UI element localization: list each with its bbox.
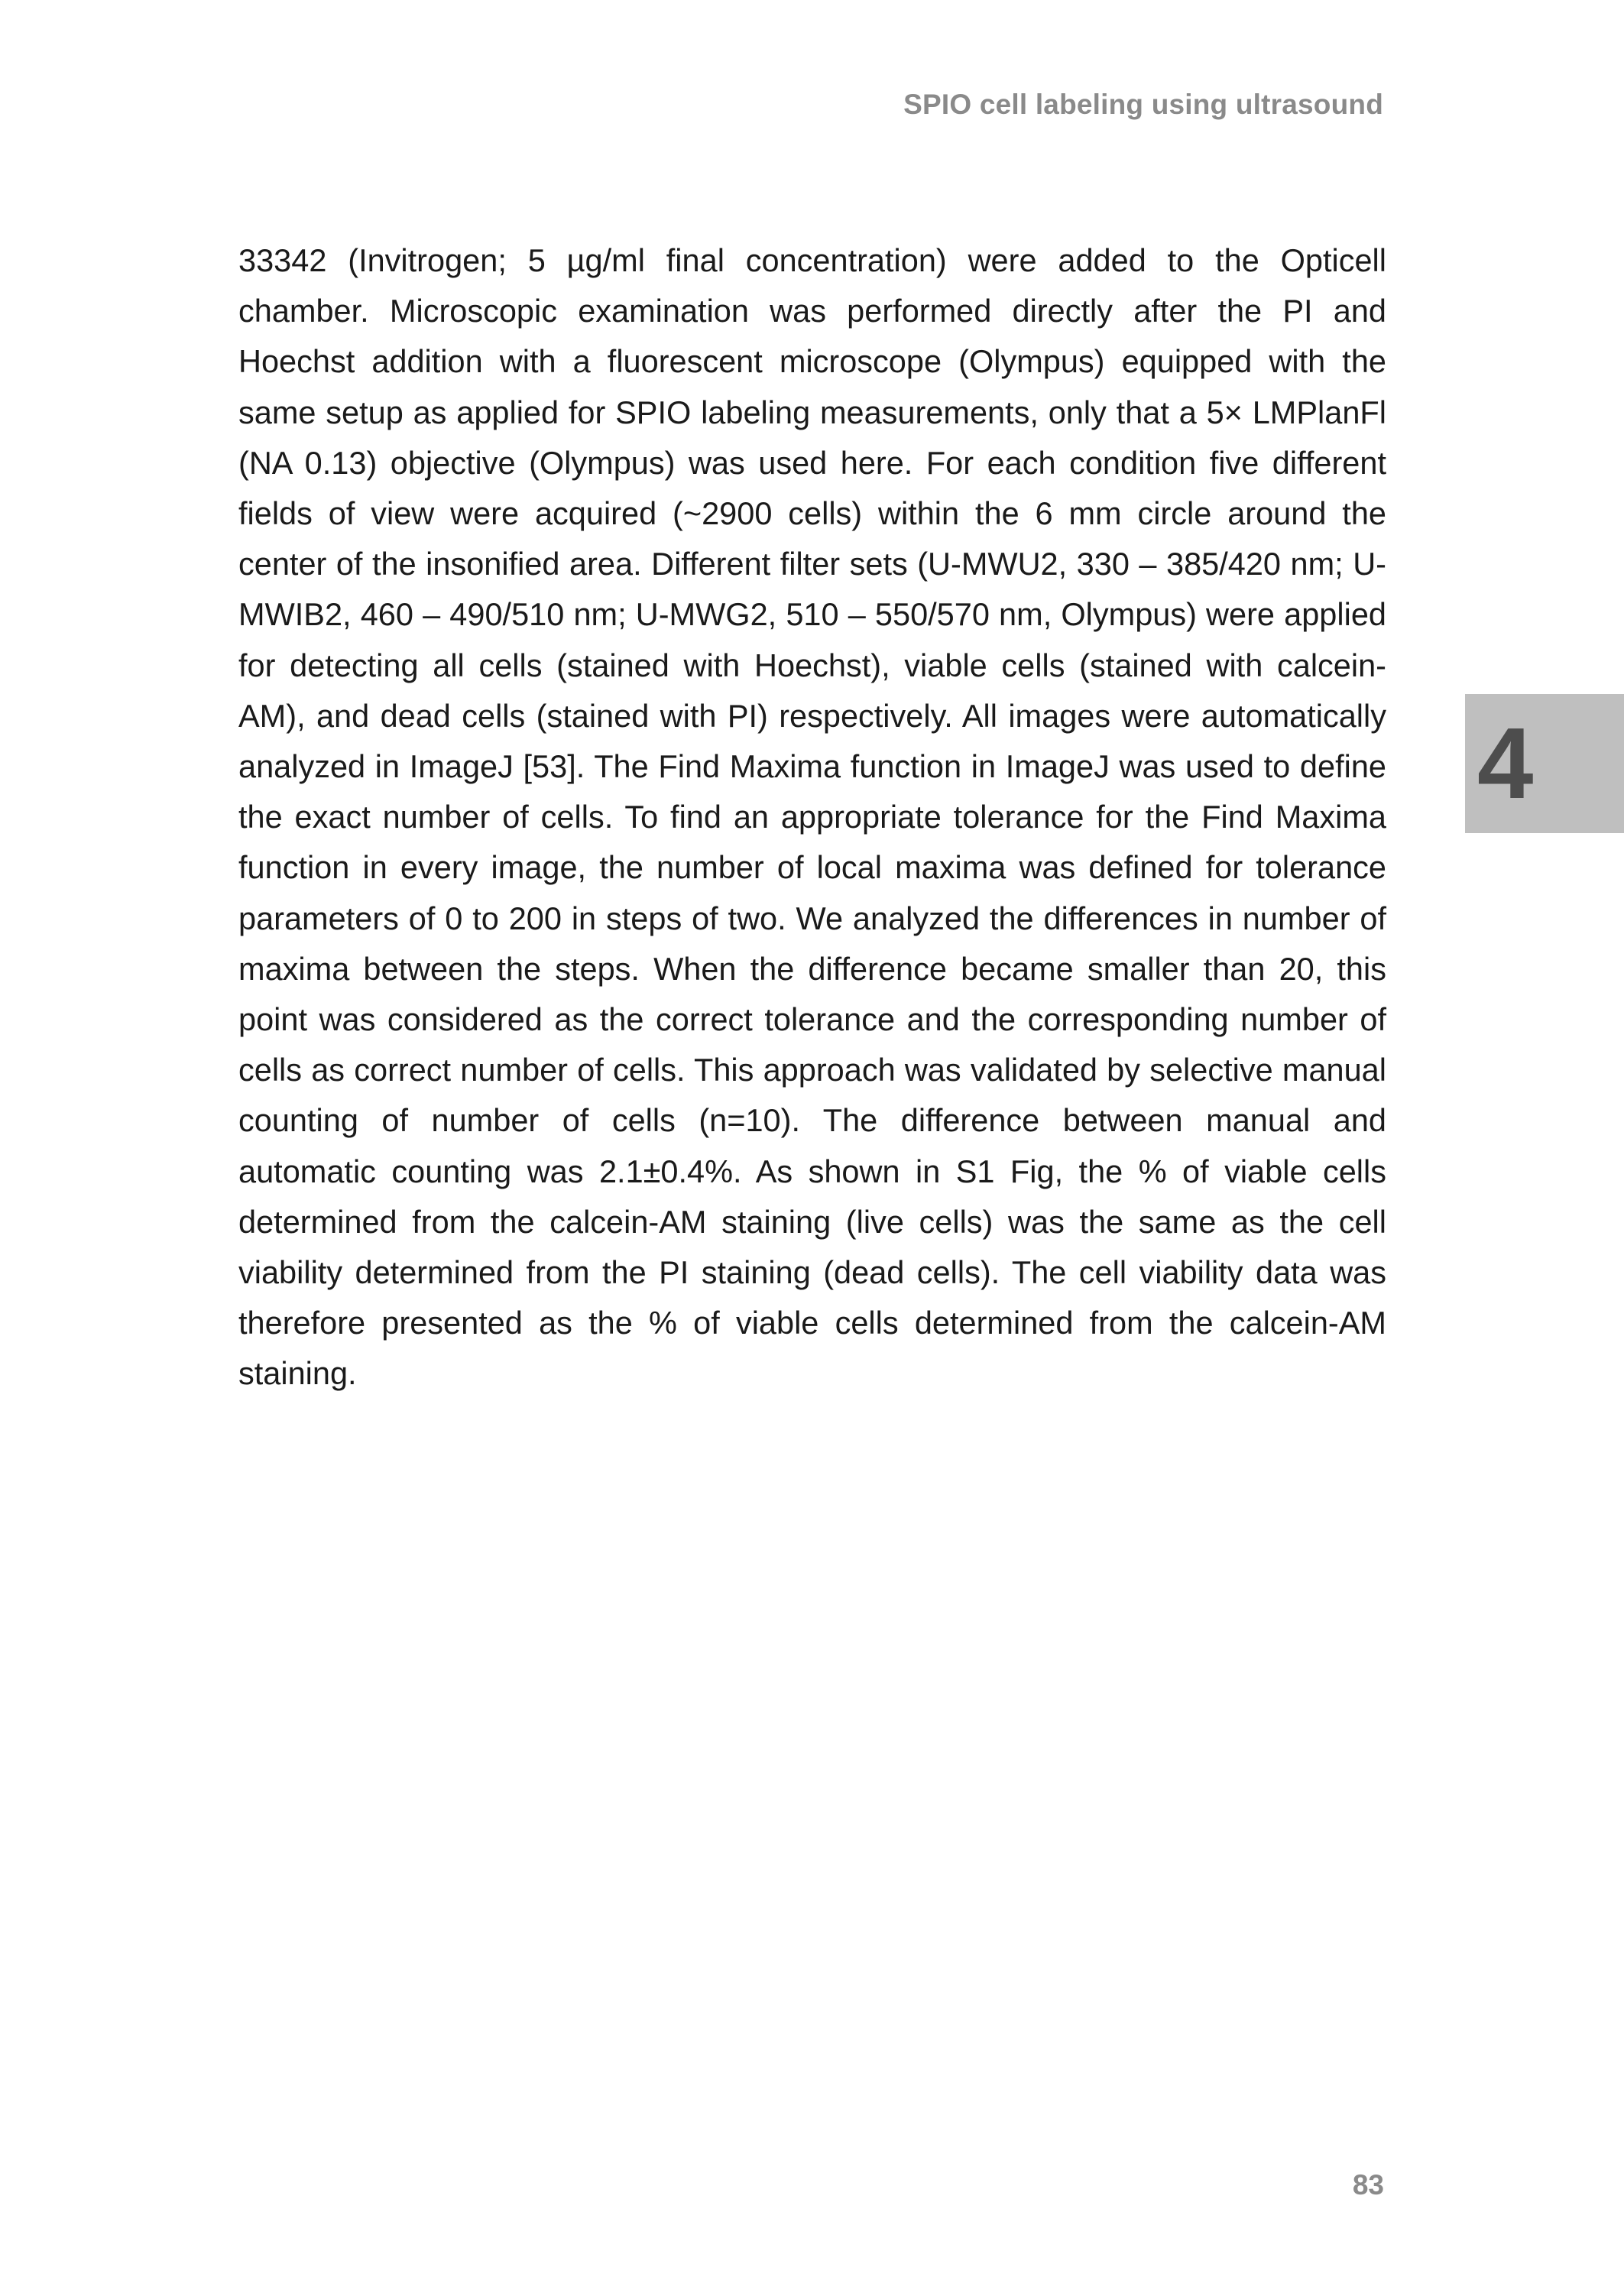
page-number: 83 xyxy=(1352,2169,1384,2201)
chapter-tab xyxy=(1465,694,1624,833)
body-paragraph: 33342 (Invitrogen; 5 µg/ml final concentration) were added to the Opticell chamber. Microscopic examination was performed directly after the PI and Hoechst addition with a fluorescent microscope (Olympus) equipped with the same setup as applied for SPIO labeling measurements, only that a 5× LMPlanFl (NA 0.13) objective (Olympus) was used here. For each condition five different fields of view were acquired (~2900 cells) within the 6 mm circle around the center of the insonified area. Different filter sets (U-MWU2, 330 – 385/420 nm; U-MWIB2, 460 – 490/510 nm; U-MWG2, 510 – 550/570 nm, Olympus) were applied for detecting all cells (stained with Hoechst), viable cells (stained with calcein-AM), and dead cells (stained with PI) respectively. All images were automatically analyzed in ImageJ [53]. The Find Maxima function in ImageJ was used to define the exact number of cells. To find an appropriate tolerance for the Find Maxima function in every image, the number of local maxima was defined for tolerance parameters of 0 to 200 in steps of two. We analyzed the differences in number of maxima between the steps. When the difference became smaller than 20, this point was considered as the correct tolerance and the corresponding number of cells as correct number of cells. This approach was validated by selective manual counting of number of cells (n=10). The difference between manual and automatic counting was 2.1±0.4%. As shown in S1 Fig, the % of viable cells determined from the calcein-AM staining (live cells) was the same as the cell viability determined from the PI staining (dead cells). The cell viability data was therefore presented as the % of viable cells determined from the calcein-AM staining. xyxy=(238,242,1386,1392)
running-header: SPIO cell labeling using ultrasound xyxy=(903,89,1383,120)
chapter-number: 4 xyxy=(1477,707,1534,819)
